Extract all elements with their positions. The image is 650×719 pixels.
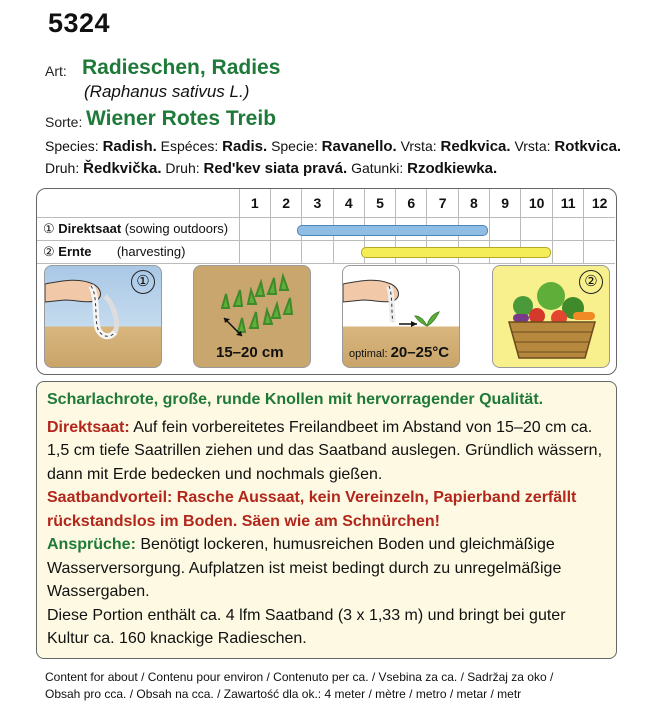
portion-paragraph: Diese Portion enthält ca. 4 lfm Saatband (3 x 1,33 m) und bringt bei guter Kultur ca. 160 knackige Radieschen.	[47, 606, 566, 647]
direktsaat-label: Direktsaat:	[47, 418, 130, 436]
step-number-2: ②	[579, 270, 603, 294]
species-value: Radish.	[102, 138, 157, 155]
species-value: Redkvica.	[440, 138, 511, 155]
row-translation: (harvesting)	[116, 244, 186, 259]
ansprueche-paragraph	[47, 533, 606, 604]
product-code: 5324	[48, 8, 111, 38]
illustration-row-spacing	[193, 265, 311, 368]
month-cell: 12	[584, 189, 615, 218]
sorte-value: Wiener Rotes Treib	[86, 107, 277, 130]
month-cell: 6	[396, 189, 427, 218]
month-cell: 8	[458, 189, 489, 218]
content-footer	[45, 669, 553, 703]
species-label: Espéces:	[160, 138, 219, 154]
species-label: Druh:	[45, 160, 80, 176]
month-cell: 4	[333, 189, 364, 218]
saatband-advantage: Saatbandvorteil: Rasche Aussaat, kein Vereinzeln, Papierband zerfällt rückstandslos im Boden. Säen wie am Schnürchen!	[47, 489, 577, 530]
calendar-cell	[239, 218, 270, 241]
spacing-label: 15–20 cm	[216, 344, 284, 361]
art-label: Art:	[45, 63, 67, 79]
month-cell: 10	[521, 189, 553, 218]
latin-name: (Raphanus sativus L.)	[84, 82, 250, 101]
footer-line-1: Content for about / Contenu pour environ / Contenuto per ca. / Vsebina za ca. / Sadržaj za oko /	[45, 670, 554, 684]
step-number-1: ①	[131, 270, 155, 294]
art-value: Radieschen, Radies	[82, 56, 281, 79]
species-value: Rotkvica.	[554, 138, 622, 155]
species-label: Species:	[45, 138, 99, 154]
illustration-germination-temperature	[342, 265, 460, 368]
month-cell: 11	[552, 189, 584, 218]
species-label: Vrsta:	[400, 138, 437, 154]
calendar-corner	[37, 189, 239, 218]
calendar-cell	[552, 241, 584, 264]
illustration-laying-seed-tape	[44, 265, 162, 368]
sorte-label: Sorte:	[45, 114, 83, 130]
calendar-cell	[521, 218, 553, 241]
row-marker: ①	[43, 221, 55, 236]
species-value: Radis.	[222, 138, 268, 155]
direktsaat-text: Auf fein vorbereitetes Freilandbeet im Abstand von 15–20 cm ca. 1,5 cm tiefe Saatrillen ziehen und das Saatband auslegen. Gründlich wässern, dann mit Erde bedecken und nochmals gießen.	[47, 418, 603, 483]
description-box	[36, 381, 617, 659]
ansprueche-text: Benötigt lockeren, humusreichen Boden und gleichmäßige Wasserversorgung. Aufplatzen ist meist bedingt durch zu unregelmäßige Wassergaben.	[47, 536, 562, 600]
species-label: Vrsta:	[514, 138, 551, 154]
calendar-cell	[333, 241, 364, 264]
ansprueche-label: Ansprüche:	[47, 536, 136, 553]
temperature-value: 20–25°C	[390, 344, 450, 361]
row-translation: (sowing outdoors)	[124, 221, 229, 236]
species-label: Gatunki:	[351, 160, 404, 176]
species-value: Ředkvička.	[83, 160, 162, 177]
species-translations-line-2	[45, 160, 497, 177]
calendar-cell	[552, 218, 584, 241]
species-value: Rzodkiewka.	[407, 160, 498, 177]
headline: Scharlachrote, große, runde Knollen mit hervorragender Qualität.	[47, 391, 544, 408]
calendar-cell	[584, 241, 615, 264]
month-cell: 9	[490, 189, 521, 218]
harvest-period-bar	[361, 247, 551, 258]
species-label: Druh:	[165, 160, 200, 176]
row-name: Ernte	[58, 244, 92, 259]
illustration-harvest-basket	[492, 265, 610, 368]
species-translations-line-1	[45, 138, 621, 155]
temperature-label	[349, 344, 449, 361]
calendar-cell	[270, 241, 301, 264]
month-cell: 7	[427, 189, 458, 218]
sowing-period-bar	[297, 225, 488, 236]
month-header-row	[37, 189, 615, 218]
calendar-row-label	[37, 241, 239, 264]
species-value: Ravanello.	[321, 138, 397, 155]
calendar-cell	[302, 241, 333, 264]
calendar-row-label	[37, 218, 239, 241]
month-cell: 2	[270, 189, 301, 218]
footer-line-2: Obsah pro cca. / Obsah na cca. / Zawartość dla ok.: 4 meter / mètre / metro / metar / metr	[45, 687, 522, 701]
species-label: Specie:	[271, 138, 318, 154]
temperature-prefix: optimal:	[349, 348, 388, 360]
calendar-cell	[584, 218, 615, 241]
direktsaat-paragraph	[47, 416, 606, 487]
calendar-cell	[490, 218, 521, 241]
species-value: Red'kev siata pravá.	[203, 160, 348, 177]
month-cell: 3	[302, 189, 333, 218]
month-cell: 5	[364, 189, 395, 218]
calendar-cell	[239, 241, 270, 264]
month-cell: 1	[239, 189, 270, 218]
row-marker: ②	[43, 244, 55, 259]
row-name: Direktsaat	[58, 221, 122, 236]
